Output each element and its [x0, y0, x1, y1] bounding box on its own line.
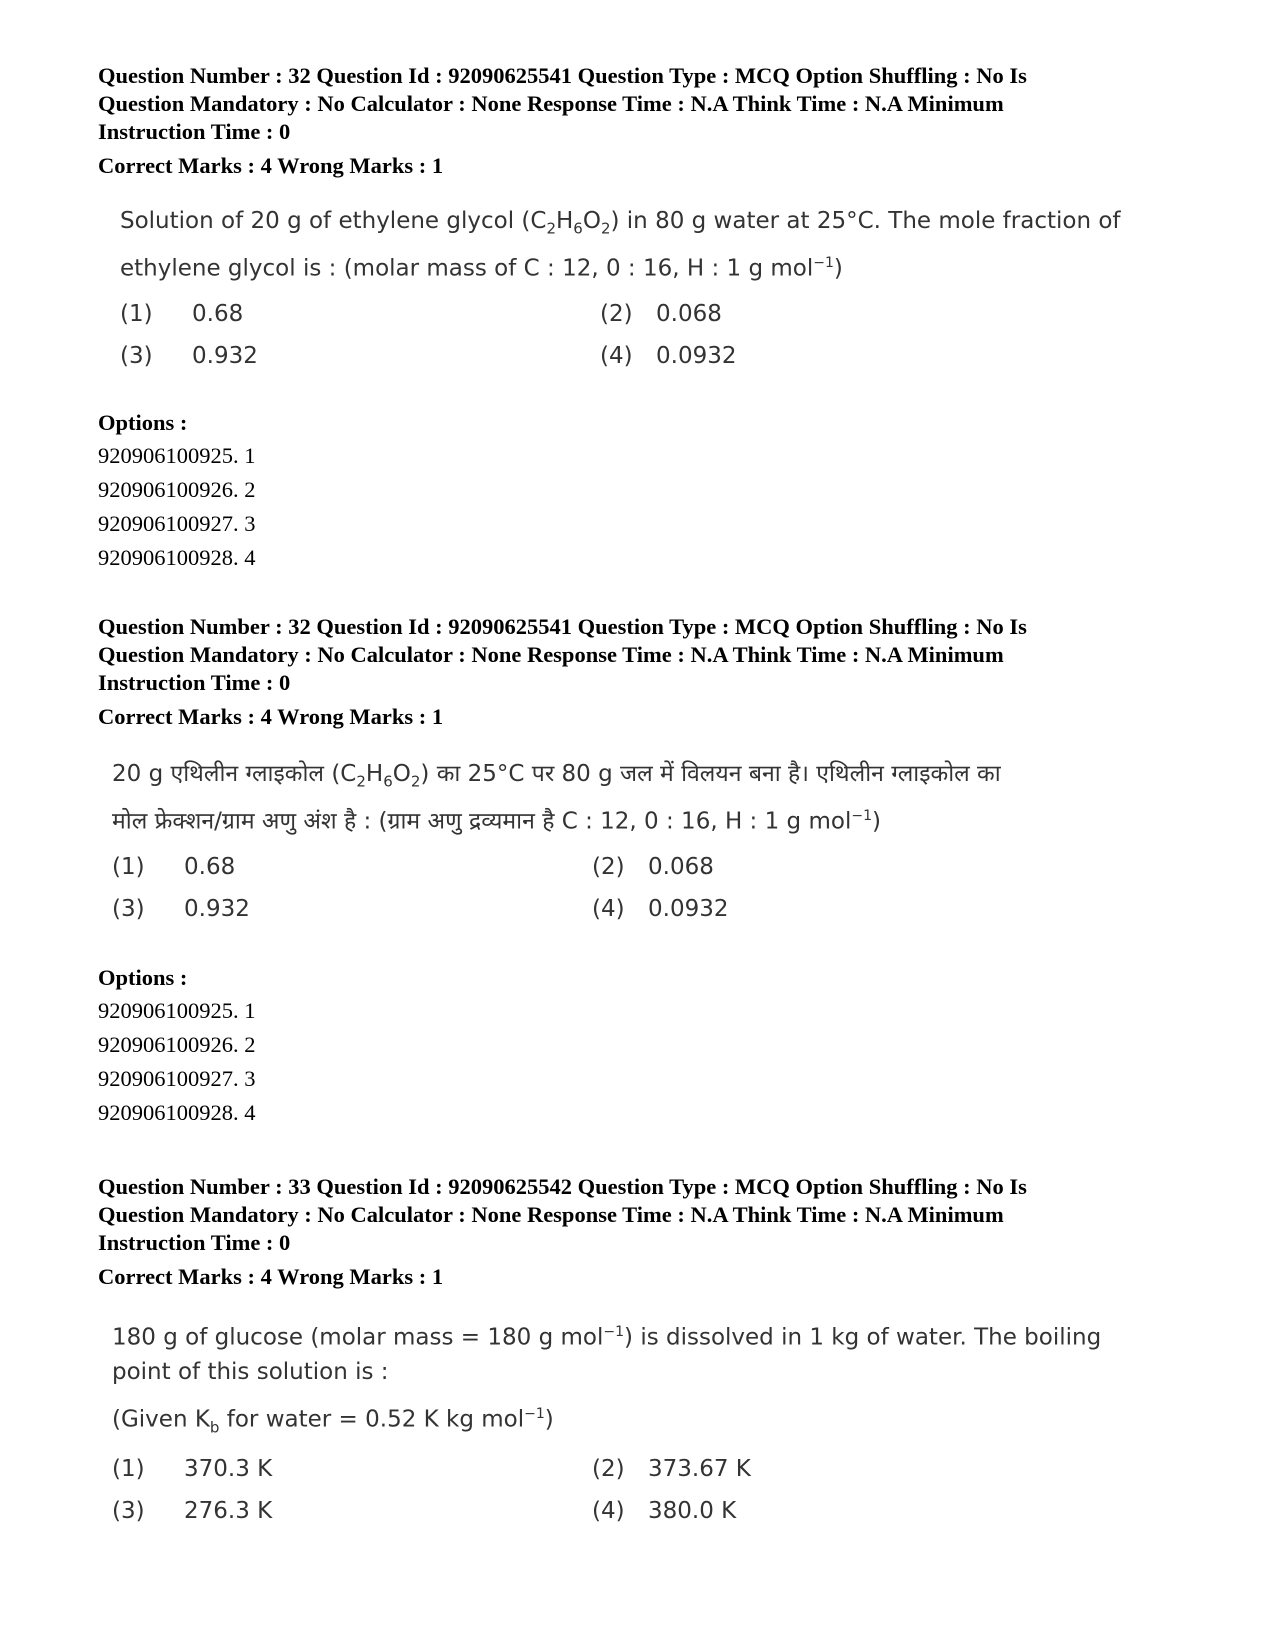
answer-option: (3) 0.932: [112, 896, 250, 923]
answer-option: (1) 370.3 K: [112, 1455, 273, 1482]
question-image: [120, 204, 1210, 387]
answer-option: (1) 0.68: [112, 854, 236, 881]
question-text: Solution of 20 g of ethylene glycol $(C_2H_6O_2)$ in 80 g water at 25°C. The mole fraction of: [120, 208, 1121, 238]
question-text: 180 g of glucose (molar mass = 180 g mol$^{-1}$) is dissolved in 1 kg of water. The boiling: [112, 1324, 1102, 1351]
option-id-line: 920906100926. 2: [98, 477, 256, 503]
marks-line: Correct Marks : 4 Wrong Marks : 1: [98, 153, 444, 178]
option-id-line: 920906100928. 4: [98, 1100, 256, 1126]
option-id-line: 920906100926. 2: [98, 1032, 256, 1058]
question-image: [112, 757, 1202, 940]
option-id-line: 920906100927. 3: [98, 511, 256, 537]
marks-line: Correct Marks : 4 Wrong Marks : 1: [98, 1264, 444, 1289]
question-meta-line: Question Number : 32 Question Id : 92090625541 Question Type : MCQ Option Shuffling : No Is: [98, 63, 1027, 88]
answer-options: [120, 297, 1210, 387]
question-block-2: [98, 613, 1188, 1130]
option-id-line: 920906100925. 1: [98, 443, 256, 469]
marks-line: Correct Marks : 4 Wrong Marks : 1: [98, 704, 444, 729]
question-text: 20 g एथिलीन ग्लाइकोल $(C_2H_6O_2)$ का 25°C पर 80 g जल में विलयन बना है। एथिलीन ग्लाइकोल का: [112, 761, 1001, 791]
answer-option: (4) 0.0932: [600, 343, 737, 370]
answer-option: (3) 0.932: [120, 343, 258, 370]
question-meta-line: Question Mandatory : No Calculator : None Response Time : N.A Think Time : N.A Minimum: [98, 91, 1004, 116]
question-image: [112, 1315, 1202, 1542]
question-text: मोल फ्रेक्शन/ग्राम अणु अंश है : (ग्राम अणु द्रव्यमान है C : 12, 0 : 16, H : 1 g mol$^{-1}$): [112, 807, 881, 835]
question-meta-line: Question Number : 32 Question Id : 92090625541 Question Type : MCQ Option Shuffling : No Is: [98, 614, 1027, 639]
answer-option: (3) 276.3 K: [112, 1497, 273, 1524]
question-meta-line: Instruction Time : 0: [98, 119, 291, 144]
answer-options: [112, 1452, 1202, 1542]
question-meta-line: Question Mandatory : No Calculator : None Response Time : N.A Think Time : N.A Minimum: [98, 1202, 1004, 1227]
option-id-line: 920906100927. 3: [98, 1066, 256, 1092]
option-id-line: 920906100925. 1: [98, 998, 256, 1024]
option-id-line: 920906100928. 4: [98, 545, 256, 571]
answer-option: (4) 0.0932: [592, 896, 729, 923]
answer-options: [112, 850, 1202, 940]
question-meta-line: Instruction Time : 0: [98, 1230, 291, 1255]
question-meta-line: Instruction Time : 0: [98, 670, 291, 695]
answer-option: (1) 0.68: [120, 301, 244, 328]
answer-option: (2) 0.068: [600, 301, 722, 328]
options-label: Options :: [98, 965, 188, 991]
question-block-1: [98, 62, 1188, 575]
question-text: (Given $K_b$ for water = 0.52 K kg mol$^{-1}$): [112, 1405, 554, 1436]
question-text: ethylene glycol is : (molar mass of C : 12, 0 : 16, H : 1 g mol$^{-1}$): [120, 254, 843, 282]
question-block-3: [98, 1173, 1188, 1542]
question-meta-line: Question Mandatory : No Calculator : None Response Time : N.A Think Time : N.A Minimum: [98, 642, 1004, 667]
answer-option: (2) 0.068: [592, 854, 714, 881]
answer-option: (4) 380.0 K: [592, 1497, 737, 1524]
answer-option: (2) 373.67 K: [592, 1455, 751, 1482]
question-text: point of this solution is :: [112, 1358, 389, 1385]
options-label: Options :: [98, 410, 188, 436]
question-meta-line: Question Number : 33 Question Id : 92090625542 Question Type : MCQ Option Shuffling : No Is: [98, 1174, 1027, 1199]
